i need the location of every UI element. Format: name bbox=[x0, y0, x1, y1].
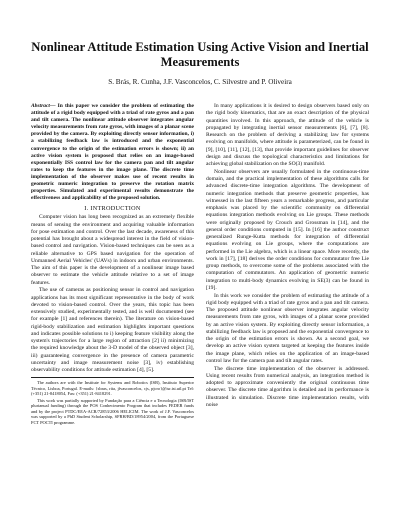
body-paragraph: The discrete time implementation of the observer is addressed. Using recent results from numerical analysis, an integration method is adopted to approximate conveniently the original continuous time observer. The discrete time algorithm is detailed and its performance is illustrated in simulation. Discrete time implementation results, with noise bbox=[206, 365, 369, 408]
abstract bbox=[31, 103, 194, 202]
footnote-affiliation: The authors are with the Institute for Systems and Robotics (ISR), Instituto Superior Técnico, Lisboa, Portugal. E-mails: {sbras, rita, jfvasconcelos, cjs, pjcro}@isr.ist.utl.pt Tel: (+351) 21-8418054, Fax: (+351) 21-8418291. bbox=[31, 380, 194, 397]
body-paragraph: In many applications it is desired to design observers based only on the rigid body kinematics, that are an exact description of the physical quantities involved. In this approach, the attitude of the vehicle is propagated by integrating inertial sensor measurements [6], [7], [8]. Research on the problem of deriving a stabilizing law for systems evolving on manifolds, where attitude is parameterized, can be found in [9], [10], [11], [12], [13], that provide important guidelines for observer design and discuss the topological characteristics and limitations for achieving global stabilization on the SO(3) manifold. bbox=[206, 103, 369, 167]
right-column bbox=[206, 103, 369, 409]
footnote-funding: This work was partially supported by Fundação para a Ciência e a Tecnologia (ISR/IST plurianual funding) through the POS Conhecimento Program that includes FEDER funds and by the project PTDC/EEA-ACR/72853/2006 HELICIM. The work of J.F. Vasconcelos was supported by a PhD Student Scholarship, SFRH/BD/18954/2004, from the Portuguese FCT POCTI programme. bbox=[31, 398, 194, 425]
footnote-divider bbox=[31, 377, 194, 378]
paper-title: Nonlinear Attitude Estimation Using Active Vision and Inertial Measurements bbox=[31, 40, 369, 69]
body-paragraph: Nonlinear observers are usually formulated in the continuous-time domain, and the practical implementation of these algorithms calls for advanced discrete-time integration algorithms. The development of numeric integration methods that preserve geometric properties, has witnessed in the last fifteen years a remarkable progress, and particular emphasis was placed by the scientific community on differential equations integration methods evolving on Lie groups. These methods were originally proposed by Crouch and Grossman in [14], and the general order conditions computed in [15]. In [16] the author construct generalized Runge-Kutta methods for integration of differential equations evolving on Lie groups, where the computations are performed in the Lie algebra, which is a linear space. More recently, the work in [17], [18] derives the order conditions for commutator free Lie group methods, to overcome some of the problems associated with the computation of commutators. An application of geometric numeric integration to multi-body dynamics evolving in SE(3) can be found in [19]. bbox=[206, 168, 369, 291]
body-paragraph: In this work we consider the problem of estimating the attitude of a rigid body equipped with a triad of rate gyros and a pan and tilt camera. The proposed attitude nonlinear observer integrates angular velocity measurements from rate gyros, with images of a planar scene provided by an active vision system. By exploiting directly sensor information, a stabilizing feedback law is proposed and the exponential convergence to the origin of the estimation errors is shown. As a second goal, we develop an active vision system targeted at keeping the features inside the image plane, which relies on the application of an image-based control law for the camera pan and tilt angular rates. bbox=[206, 292, 369, 364]
section-heading-introduction: I. INTRODUCTION bbox=[84, 205, 141, 213]
author-list: S. Brás, R. Cunha, J.F. Vasconcelos, C. Silvestre and P. Oliveira bbox=[108, 78, 292, 86]
intro-paragraph: Computer vision has long been recognized as an extremely flexible means of sensing the environment and acquiring valuable information for pose estimation and control. Over the last decade, awareness of this potential has brought about a widespread interest in the field of vision-based control and navigation. Vision-based techniques can be seen as a reliable alternative to GPS based navigation for the operation of Unmanned Aerial Vehicles' (UAVs) in indoors and urban environments. The aim of this paper is the development of a nonlinear image based observer to estimate the vehicle attitude relative to a set of image features. bbox=[31, 214, 194, 286]
abstract-text: — In this paper we consider the problem of estimating the attitude of a rigid body equipped with a triad of rate gyros and a pan and tilt camera. The nonlinear attitude observer integrates angular velocity measurements from rate gyros, with images of a planar scene provided by the camera. By exploiting directly sensor information, i) a stabilizing feedback law is introduced and the exponential convergence to the origin of the estimation errors is shown; ii) an active vision system is proposed that relies on an image-based exponentially ISS control law for the camera pan and tilt angular rates to keep the features in the image plane. The discrete time implementation of the observer makes use of recent results in geometric numeric integration to preserve the rotation matrix properties. Simulated and experimental results demonstrate the effectiveness and applicability of the proposed solution. bbox=[31, 103, 194, 202]
left-column bbox=[31, 103, 194, 427]
abstract-label: Abstract bbox=[31, 103, 50, 109]
intro-paragraph: The use of cameras as positioning sensor in control and navigation applications has its most significant representative in the body of work devoted to vision-based control. Over the years, this topic has been extensively studied, experimentally tested, and is well documented (see for example [1] and references therein). The literature on vision-based rigid-body stabilization and estimation highlights important questions and indicates possible solutions to i) keeping feature visibility along the system's trajectories for a large region of attraction [2] ii) minimizing the required knowledge about the 3-D model of the observed object [3], iii) guaranteeing convergence in the presence of camera parametric uncertainty and image measurement noise [3], iv) establishing observability conditions for attitude estimation [4], [5]. bbox=[31, 287, 194, 374]
